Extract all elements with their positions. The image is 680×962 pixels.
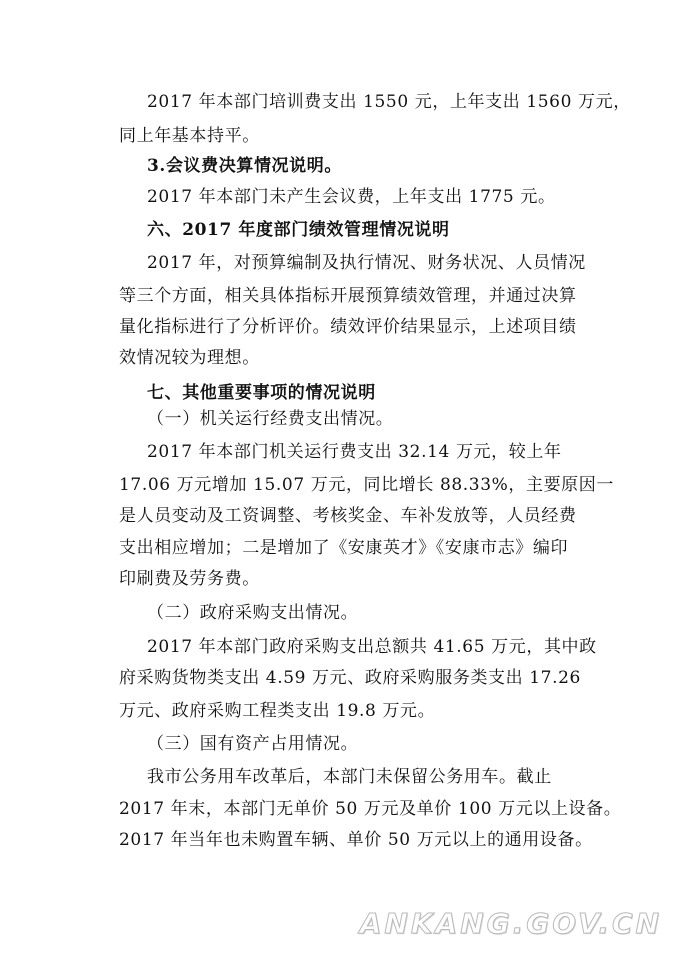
subsection-1-paragraph: 是人员变动及工资调整、考核奖金、车补发放等，人员经费 xyxy=(119,506,577,526)
meeting-fee-heading: 3.会议费决算情况说明。 xyxy=(147,156,342,176)
subsection-3-paragraph: 2017 年当年也未购置车辆、单价 50 万元以上的通用设备。 xyxy=(119,830,593,850)
subsection-1-paragraph: 支出相应增加；二是增加了《安康英才》《安康市志》编印 xyxy=(119,538,569,558)
section-6-paragraph: 效情况较为理想。 xyxy=(119,348,260,368)
subsection-2-paragraph: 府采购货物类支出 4.59 万元、政府采购服务类支出 17.26 xyxy=(119,668,581,688)
meeting-fee-text: 2017 年本部门未产生会议费，上年支出 1775 元。 xyxy=(147,187,556,207)
subsection-3-paragraph: 2017 年末，本部门无单价 50 万元及单价 100 万元以上设备。 xyxy=(119,799,622,819)
subsection-1-title: （一）机关运行经费支出情况。 xyxy=(147,409,394,429)
subsection-2-title: （二）政府采购支出情况。 xyxy=(147,603,359,623)
section-6-paragraph: 2017 年，对预算编制及执行情况、财务状况、人员情况 xyxy=(147,253,586,273)
site-watermark: ANKANG.GOV.CN xyxy=(359,907,662,940)
section-6-paragraph: 量化指标进行了分析评价。绩效评价结果显示，上述项目绩 xyxy=(119,317,577,337)
subsection-1-paragraph: 印刷费及劳务费。 xyxy=(119,569,260,589)
subsection-3-title: （三）国有资产占用情况。 xyxy=(147,734,359,754)
subsection-2-paragraph: 2017 年本部门政府采购支出总额共 41.65 万元，其中政 xyxy=(147,637,597,657)
subsection-1-paragraph: 2017 年本部门机关运行费支出 32.14 万元，较上年 xyxy=(147,442,562,462)
section-6-paragraph: 等三个方面，相关具体指标开展预算绩效管理，并通过决算 xyxy=(119,286,577,306)
training-fee-text: 同上年基本持平。 xyxy=(119,126,260,146)
training-fee-text: 2017 年本部门培训费支出 1550 元，上年支出 1560 万元， xyxy=(147,92,631,112)
section-7-heading: 七、其他重要事项的情况说明 xyxy=(147,383,376,403)
subsection-1-paragraph: 17.06 万元增加 15.07 万元，同比增长 88.33%，主要原因一 xyxy=(119,475,614,495)
section-6-heading: 六、2017 年度部门绩效管理情况说明 xyxy=(147,220,450,240)
subsection-3-paragraph: 我市公务用车改革后，本部门未保留公务用车。截止 xyxy=(147,767,552,787)
subsection-2-paragraph: 万元、政府采购工程类支出 19.8 万元。 xyxy=(119,701,436,721)
